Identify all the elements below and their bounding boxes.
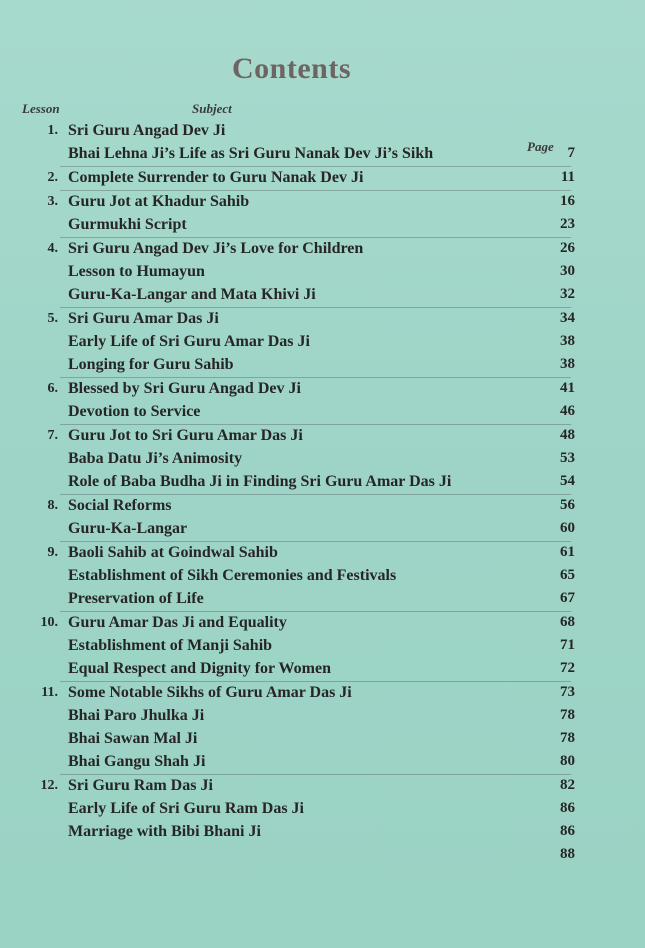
entry-page-number: 38 bbox=[560, 356, 575, 372]
toc-entry bbox=[60, 798, 575, 821]
lesson-block bbox=[47, 238, 575, 308]
toc-entry bbox=[40, 775, 575, 798]
lesson-block bbox=[47, 120, 575, 167]
lesson-block bbox=[47, 542, 575, 612]
toc-entry bbox=[47, 238, 575, 261]
toc-entry bbox=[47, 425, 575, 448]
entry-page-number: 65 bbox=[560, 567, 575, 583]
entry-subject: Marriage with Bibi Bhani Ji bbox=[68, 823, 261, 840]
toc-entry bbox=[60, 214, 575, 237]
entry-subject: Early Life of Sri Guru Ram Das Ji bbox=[68, 800, 304, 817]
lesson-number: 11. bbox=[41, 685, 58, 700]
entry-subject: Bhai Sawan Mal Ji bbox=[68, 730, 198, 747]
toc-entry bbox=[60, 143, 575, 166]
toc-entry bbox=[47, 191, 575, 214]
toc-entry bbox=[60, 448, 575, 471]
entry-subject: Guru Jot to Sri Guru Amar Das Ji bbox=[68, 427, 303, 444]
entry-subject: Baoli Sahib at Goindwal Sahib bbox=[68, 544, 278, 561]
toc-entry bbox=[60, 821, 575, 844]
entry-subject: Preservation of Life bbox=[68, 590, 204, 607]
entry-page-number: 67 bbox=[560, 590, 575, 606]
entry-subject: Sri Guru Ram Das Ji bbox=[68, 777, 213, 794]
table-of-contents bbox=[0, 120, 645, 867]
entry-page-number: 68 bbox=[560, 614, 575, 630]
entry-page-number: 86 bbox=[560, 800, 575, 816]
toc-entry bbox=[40, 612, 575, 635]
toc-entry bbox=[47, 308, 575, 331]
entry-page-number: 32 bbox=[560, 286, 575, 302]
entry-subject: Early Life of Sri Guru Amar Das Ji bbox=[68, 333, 310, 350]
toc-entry bbox=[60, 565, 575, 588]
entry-subject: Longing for Guru Sahib bbox=[68, 356, 234, 373]
entry-subject: Bhai Paro Jhulka Ji bbox=[68, 707, 205, 724]
entry-page-number: 82 bbox=[560, 777, 575, 793]
entry-page-number: 16 bbox=[560, 193, 575, 209]
entry-subject: Establishment of Sikh Ceremonies and Festivals bbox=[68, 567, 397, 584]
entry-page-number: 54 bbox=[560, 473, 575, 489]
entry-page-number: 71 bbox=[560, 637, 575, 653]
lesson-block bbox=[40, 775, 575, 867]
lesson-block bbox=[47, 495, 575, 542]
entry-subject: Guru-Ka-Langar bbox=[68, 520, 188, 537]
entry-subject: Devotion to Service bbox=[68, 403, 201, 420]
page-column-header: Page bbox=[527, 139, 554, 154]
toc-entry bbox=[60, 401, 575, 424]
toc-entry bbox=[41, 682, 575, 705]
entry-subject: Lesson to Humayun bbox=[68, 263, 205, 280]
entry-subject: Sri Guru Angad Dev Ji bbox=[68, 122, 226, 139]
lesson-block bbox=[47, 308, 575, 378]
entry-subject: Gurmukhi Script bbox=[68, 216, 187, 233]
toc-entry bbox=[60, 284, 575, 307]
entry-page-number: 78 bbox=[560, 730, 575, 746]
entry-page-number: 60 bbox=[560, 520, 575, 536]
page-title: Contents bbox=[232, 52, 352, 85]
entry-subject: Guru Amar Das Ji and Equality bbox=[68, 614, 287, 631]
toc-entry bbox=[60, 261, 575, 284]
lesson-block bbox=[40, 612, 575, 682]
entry-page-number: 86 bbox=[560, 823, 575, 839]
entry-page-number: 11 bbox=[560, 169, 575, 185]
lesson-number: 4. bbox=[47, 241, 58, 256]
entry-page-number: 23 bbox=[560, 216, 575, 232]
entry-page-number: 72 bbox=[560, 660, 575, 676]
entry-page-number: 73 bbox=[560, 684, 575, 700]
toc-entry bbox=[60, 518, 575, 541]
entry-page-number: 26 bbox=[560, 240, 575, 256]
toc-entry bbox=[47, 120, 571, 143]
lesson-number: 8. bbox=[47, 498, 58, 513]
entry-subject: Some Notable Sikhs of Guru Amar Das Ji bbox=[68, 684, 352, 701]
lesson-number: 1. bbox=[47, 123, 58, 138]
entry-page-number: 61 bbox=[560, 544, 575, 560]
entry-page-number: 7 bbox=[567, 145, 575, 161]
toc-entry bbox=[47, 167, 575, 190]
entry-subject: Sri Guru Amar Das Ji bbox=[68, 310, 219, 327]
entry-subject: Equal Respect and Dignity for Women bbox=[68, 660, 331, 677]
lesson-number: 9. bbox=[47, 545, 58, 560]
entry-page-number: 53 bbox=[560, 450, 575, 466]
entry-page-number: 30 bbox=[560, 263, 575, 279]
entry-subject: Bhai Gangu Shah Ji bbox=[68, 753, 206, 770]
entry-subject: Blessed by Sri Guru Angad Dev Ji bbox=[68, 380, 301, 397]
entry-page-number: 34 bbox=[560, 310, 575, 326]
toc-entry bbox=[60, 658, 575, 681]
entry-subject: Guru-Ka-Langar and Mata Khivi Ji bbox=[68, 286, 316, 303]
lesson-block bbox=[47, 167, 575, 191]
toc-entry bbox=[60, 751, 575, 774]
lesson-column-header: Lesson bbox=[22, 101, 60, 116]
lesson-number: 6. bbox=[47, 381, 58, 396]
lesson-block bbox=[41, 682, 575, 775]
entry-page-number: 41 bbox=[560, 380, 575, 396]
toc-entry bbox=[47, 495, 575, 518]
toc-entry bbox=[60, 471, 575, 494]
lesson-block bbox=[47, 378, 575, 425]
entry-page-number: 46 bbox=[560, 403, 575, 419]
lesson-number: 5. bbox=[47, 311, 58, 326]
entry-subject: Sri Guru Angad Dev Ji’s Love for Children bbox=[68, 240, 364, 257]
entry-page-number: 48 bbox=[560, 427, 575, 443]
entry-page-number: 78 bbox=[560, 707, 575, 723]
lesson-block bbox=[47, 191, 575, 238]
entry-subject: Guru Jot at Khadur Sahib bbox=[68, 193, 250, 210]
toc-entry bbox=[60, 728, 575, 751]
entry-subject: Complete Surrender to Guru Nanak Dev Ji bbox=[68, 169, 364, 186]
toc-entry bbox=[60, 331, 575, 354]
toc-entry bbox=[60, 844, 575, 867]
entry-page-number: 56 bbox=[560, 497, 575, 513]
toc-entry bbox=[47, 378, 575, 401]
lesson-number: 10. bbox=[40, 615, 58, 630]
subject-column-header: Subject bbox=[192, 101, 232, 116]
lesson-number: 7. bbox=[47, 428, 58, 443]
entry-subject: Role of Baba Budha Ji in Finding Sri Guru Amar Das Ji bbox=[68, 473, 452, 490]
entry-page-number: 38 bbox=[560, 333, 575, 349]
entry-page-number: 88 bbox=[560, 846, 575, 862]
toc-entry bbox=[60, 705, 575, 728]
lesson-number: 3. bbox=[47, 194, 58, 209]
toc-entry bbox=[60, 588, 575, 611]
lesson-block bbox=[47, 425, 575, 495]
toc-entry bbox=[47, 542, 575, 565]
entry-subject: Bhai Lehna Ji’s Life as Sri Guru Nanak Dev Ji’s Sikh bbox=[68, 145, 434, 162]
entry-subject: Establishment of Manji Sahib bbox=[68, 637, 273, 654]
entry-page-number: 80 bbox=[560, 753, 575, 769]
toc-entry bbox=[60, 354, 575, 377]
entry-subject: Baba Datu Ji’s Animosity bbox=[68, 450, 243, 467]
lesson-number: 12. bbox=[40, 778, 58, 793]
lesson-number: 2. bbox=[47, 170, 58, 185]
entry-subject: Social Reforms bbox=[68, 497, 172, 514]
toc-entry bbox=[60, 635, 575, 658]
